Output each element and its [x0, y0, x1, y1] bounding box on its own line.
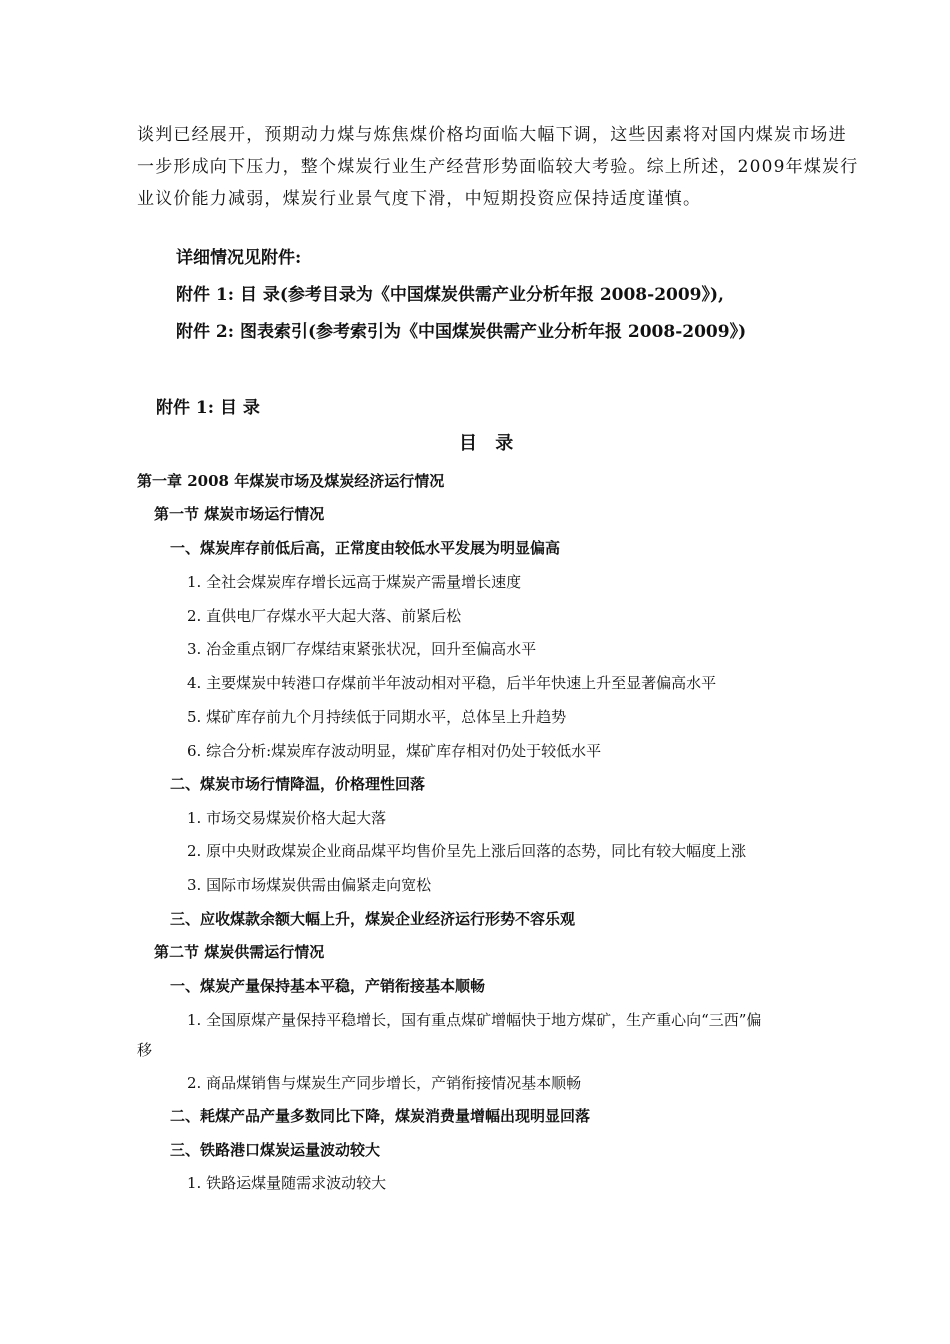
toc-item: 3. 国际市场煤炭供需由偏紧走向宽松: [187, 876, 432, 894]
details-heading: 详细情况见附件:: [176, 248, 302, 268]
toc-item: 3. 冶金重点钢厂存煤结束紧张状况，回升至偏高水平: [187, 640, 537, 658]
toc-item: 2. 原中央财政煤炭企业商品煤平均售价呈先上涨后回落的态势，同比有较大幅度上涨: [187, 842, 747, 860]
attachment-2-line: 附件 2: 图表索引(参考索引为《中国煤炭供需产业分析年报 2008-2009》): [176, 322, 747, 342]
toc-item: 6. 综合分析:煤炭库存波动明显，煤矿库存相对仍处于较低水平: [187, 742, 602, 760]
appendix-label: 附件 1: 目 录: [156, 398, 260, 418]
toc-heading: 二、煤炭市场行情降温，价格理性回落: [170, 775, 426, 793]
toc-heading: 三、应收煤款余额大幅上升，煤炭企业经济运行形势不容乐观: [170, 910, 576, 928]
toc-section-2: 第二节 煤炭供需运行情况: [154, 943, 325, 961]
intro-paragraph: 谈判已经展开，预期动力煤与炼焦煤价格均面临大幅下调，这些因素将对国内煤炭市场进一步形成向下压力，整个煤炭行业生产经营形势面临较大考验。综上所述，2009年煤炭行业议价能力减弱，煤炭行业景气度下滑，中短期投资应保持适度谨慎。: [137, 125, 859, 209]
toc-heading: 二、耗煤产品产量多数同比下降，煤炭消费量增幅出现明显回落: [170, 1107, 591, 1125]
toc-item: 2. 商品煤销售与煤炭生产同步增长，产销衔接情况基本顺畅: [187, 1074, 582, 1092]
toc-item: 4. 主要煤炭中转港口存煤前半年波动相对平稳，后半年快速上升至显著偏高水平: [187, 674, 717, 692]
toc-item: 2. 直供电厂存煤水平大起大落、前紧后松: [187, 607, 462, 625]
toc-item: 1. 全国原煤产量保持平稳增长，国有重点煤矿增幅快于地方煤矿，生产重心向“三西”偏: [187, 1011, 762, 1029]
toc-heading: 一、煤炭库存前低后高，正常度由较低水平发展为明显偏高: [170, 539, 561, 557]
toc-title: 目 录: [459, 433, 520, 454]
toc-item: 5. 煤矿库存前九个月持续低于同期水平，总体呈上升趋势: [187, 708, 567, 726]
toc-item: 1. 铁路运煤量随需求波动较大: [187, 1174, 387, 1192]
toc-item: 1. 全社会煤炭库存增长远高于煤炭产需量增长速度: [187, 573, 522, 591]
toc-item: 1. 市场交易煤炭价格大起大落: [187, 809, 387, 827]
toc-chapter-1: 第一章 2008 年煤炭市场及煤炭经济运行情况: [137, 472, 445, 490]
attachment-1-line: 附件 1: 目 录(参考目录为《中国煤炭供需产业分析年报 2008-2009》),: [176, 285, 724, 305]
toc-heading: 三、铁路港口煤炭运量波动较大: [170, 1141, 381, 1159]
toc-item-continuation: 移: [137, 1041, 153, 1059]
toc-heading: 一、煤炭产量保持基本平稳，产销衔接基本顺畅: [170, 977, 486, 995]
toc-section-1: 第一节 煤炭市场运行情况: [154, 505, 325, 523]
